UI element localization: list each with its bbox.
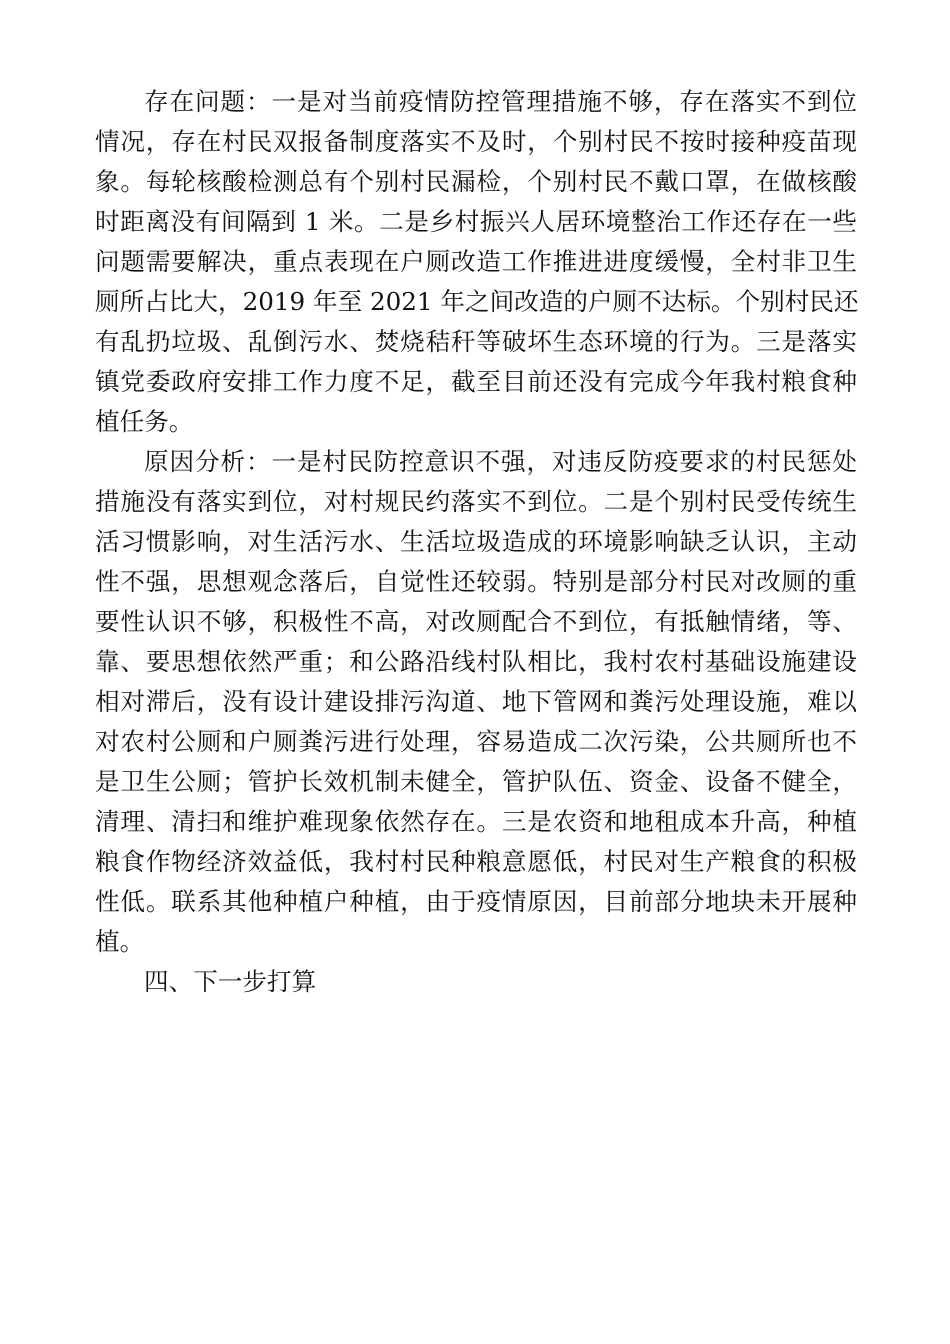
text-line: 性低。联系其他种植户种植，由于疫情原因，目前部分地块未开展种 <box>95 887 857 916</box>
text-line: 活习惯影响，对生活污水、生活垃圾造成的环境影响缺乏认识，主动 <box>95 527 857 556</box>
text-line: 粮食作物经济效益低，我村村民种粮意愿低，村民对生产粮食的积极 <box>95 847 857 876</box>
text-line: 植。 <box>95 927 145 956</box>
text-line: 对农村公厕和户厕粪污进行处理，容易造成二次污染，公共厕所也不 <box>95 727 857 756</box>
text-line: 镇党委政府安排工作力度不足，截至目前还没有完成今年我村粮食种 <box>95 367 857 396</box>
text-line: 有乱扔垃圾、乱倒污水、焚烧秸秆等破坏生态环境的行为。三是落实 <box>95 327 857 356</box>
text-line: 存在问题：一是对当前疫情防控管理措施不够，存在落实不到位 <box>144 87 857 116</box>
text-line: 厕所占比大，2019 年至 2021 年之间改造的户厕不达标。个别村民还 <box>95 287 859 316</box>
text-line: 相对滞后，没有设计建设排污沟道、地下管网和粪污处理设施，难以 <box>95 687 857 716</box>
text-line: 原因分析：一是村民防控意识不强，对违反防疫要求的村民惩处 <box>144 447 857 476</box>
paragraph-cause-analysis <box>95 442 857 962</box>
text-line: 措施没有落实到位，对村规民约落实不到位。二是个别村民受传统生 <box>95 487 857 516</box>
text-line: 要性认识不够，积极性不高，对改厕配合不到位，有抵触情绪，等、 <box>95 607 857 636</box>
paragraph-problems <box>95 82 857 442</box>
section-heading: 四、下一步打算 <box>144 967 317 996</box>
text-line: 清理、清扫和维护难现象依然存在。三是农资和地租成本升高，种植 <box>95 807 857 836</box>
text-line: 性不强，思想观念落后，自觉性还较弱。特别是部分村民对改厕的重 <box>95 567 857 596</box>
text-line: 植任务。 <box>95 407 194 436</box>
text-line: 象。每轮核酸检测总有个别村民漏检，个别村民不戴口罩，在做核酸 <box>95 167 857 196</box>
text-line: 问题需要解决，重点表现在户厕改造工作推进进度缓慢，全村非卫生 <box>95 247 857 276</box>
text-line: 情况，存在村民双报备制度落实不及时，个别村民不按时接种疫苗现 <box>95 127 857 156</box>
text-line: 靠、要思想依然严重；和公路沿线村队相比，我村农村基础设施建设 <box>95 647 857 676</box>
document-body <box>95 82 857 1002</box>
text-line: 时距离没有间隔到 1 米。二是乡村振兴人居环境整治工作还存在一些 <box>95 207 857 236</box>
text-line: 是卫生公厕；管护长效机制未健全，管护队伍、资金、设备不健全， <box>95 767 857 796</box>
